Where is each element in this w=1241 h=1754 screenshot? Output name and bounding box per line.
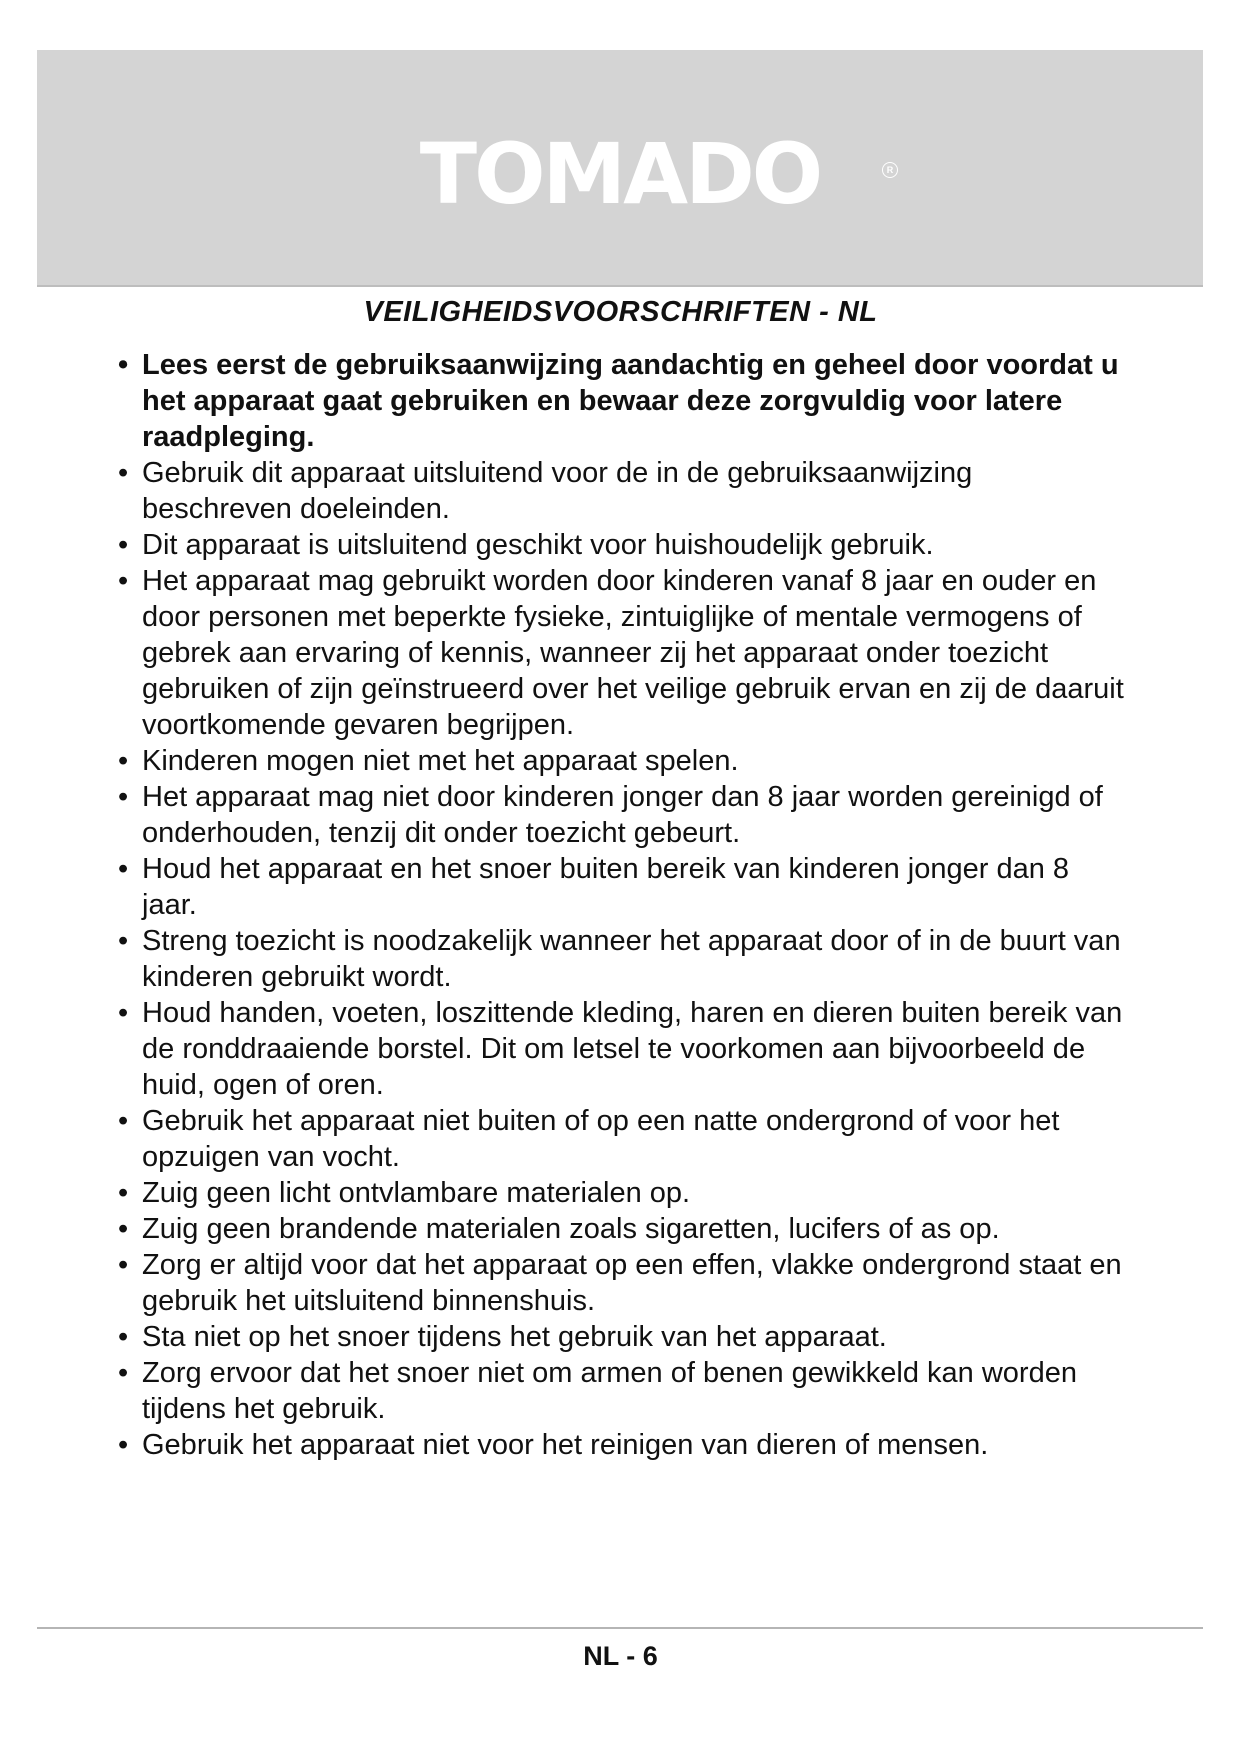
list-item: • Dit apparaat is uitsluitend geschikt voor huishoudelijk gebruik.: [118, 527, 1128, 563]
list-item: • Gebruik dit apparaat uitsluitend voor de in de gebruiksaanwijzing beschreven doeleinden.: [118, 455, 1128, 527]
list-item: • Het apparaat mag niet door kinderen jonger dan 8 jaar worden gereinigd of onderhouden, tenzij dit onder toezicht gebeurt.: [118, 779, 1128, 851]
section-title: VEILIGHEIDSVOORSCHRIFTEN - NL: [363, 296, 878, 328]
list-item: • Streng toezicht is noodzakelijk wanneer het apparaat door of in de buurt van kinderen gebruikt wordt.: [118, 923, 1128, 995]
brand-logo: TOMADO: [419, 125, 821, 223]
list-item: • Zuig geen licht ontvlambare materialen op.: [118, 1175, 1128, 1211]
list-item: • Kinderen mogen niet met het apparaat spelen.: [118, 743, 1128, 779]
list-item: • Het apparaat mag gebruikt worden door kinderen vanaf 8 jaar en ouder en door personen met beperkte fysieke, zintuiglijke of mentale vermogens of gebrek aan ervaring of kennis, wanneer zij het apparaat onder toezicht gebruiken of zijn geïnstrueerd over het veilige gebruik ervan en zij de daaruit voortkomende gevaren begrijpen.: [118, 563, 1128, 743]
list-item: • Gebruik het apparaat niet buiten of op een natte ondergrond of voor het opzuigen van vocht.: [118, 1103, 1128, 1175]
list-item: • Zuig geen brandende materialen zoals sigaretten, lucifers of as op.: [118, 1211, 1128, 1247]
list-item: • Lees eerst de gebruiksaanwijzing aandachtig en geheel door voordat u het apparaat gaat gebruiken en bewaar deze zorgvuldig voor latere raadpleging.: [118, 347, 1128, 455]
list-item: • Zorg er altijd voor dat het apparaat op een effen, vlakke ondergrond staat en gebruik het uitsluitend binnenshuis.: [118, 1247, 1128, 1319]
list-item: • Houd handen, voeten, loszittende kleding, haren en dieren buiten bereik van de ronddraaiende borstel. Dit om letsel te voorkomen aan bijvoorbeeld de huid, ogen of oren.: [118, 995, 1128, 1103]
list-item: • Sta niet op het snoer tijdens het gebruik van het apparaat.: [118, 1319, 1128, 1355]
list-item: • Zorg ervoor dat het snoer niet om armen of benen gewikkeld kan worden tijdens het gebruik.: [118, 1355, 1128, 1427]
page-number: NL - 6: [583, 1641, 658, 1671]
registered-mark-icon: R: [882, 162, 898, 178]
list-item: • Gebruik het apparaat niet voor het reinigen van dieren of mensen.: [118, 1427, 1128, 1463]
header-band: [37, 50, 1203, 287]
safety-instructions-list: [118, 347, 1128, 1463]
list-item: • Houd het apparaat en het snoer buiten bereik van kinderen jonger dan 8 jaar.: [118, 851, 1128, 923]
footer-divider: [37, 1627, 1203, 1629]
